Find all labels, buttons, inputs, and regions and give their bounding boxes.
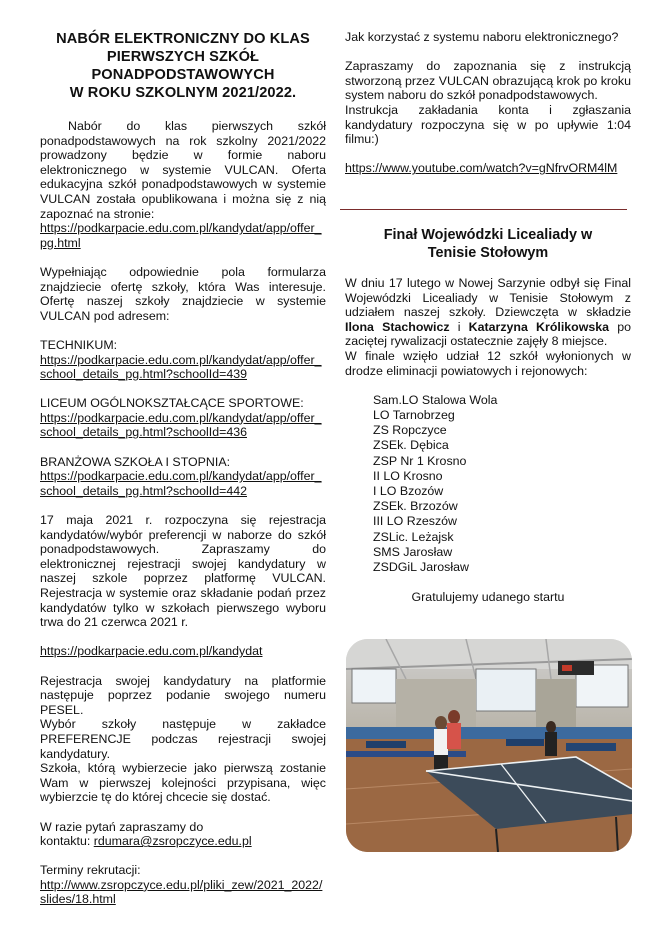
school-link-liceum[interactable]: https://podkarpacie.edu.com.pl/kandydat/app/offer_ school_details_pg.html?schoolId=436 — [40, 410, 322, 440]
title-line-1: NABÓR ELEKTRONICZNY DO KLAS — [56, 31, 310, 47]
how-to-heading: Jak korzystać z systemu naboru elektronicznego? — [345, 30, 619, 44]
congrats-text: Gratulujemy udanego startu — [411, 589, 565, 604]
instruction-paragraph: Zapraszamy do zapoznania się z instrukcją stworzoną przez VULCAN obrazującą krok po kroku system naboru do szkół ponadpodstawowych. — [345, 59, 631, 103]
list-item: ZS Ropczyce — [373, 423, 447, 438]
title-line-4: W ROKU SZKOLNYM 2021/2022. — [69, 85, 297, 101]
recruitment-title — [40, 30, 326, 102]
list-item: ZSEk. Dębica — [373, 438, 449, 453]
registration-paragraph: 17 maja 2021 r. rozpoczyna się rejestracja kandydatów/wybór preferencji w naborze do szkół ponadpodstawowych. Zapraszamy do elektronicznej rejestracji swojej kandydatury w naszej szkole poprzez platformę VULCAN. Rejestracja w systemie oraz składanie podań przez kandydatów tylko w szkołach pierwszego wyboru trwa do 21 czerwca 2021 r. — [40, 513, 326, 630]
preferencje-paragraph: Wybór szkoły następuje w zakładce PREFERENCJE podczas rejestracji swojej kandydatury. — [40, 717, 326, 761]
pesel-paragraph: Rejestracja swojej kandydatury na platformie następuje poprzez podanie swojego numeru PESEL. — [40, 673, 326, 717]
player-1: Ilona Stachowicz — [345, 319, 450, 334]
list-item: ZSP Nr 1 Krosno — [373, 453, 467, 468]
terms-link[interactable]: http://www.zsropczyce.edu.pl/pliki_zew/2021_2022/ slides/18.html — [40, 877, 323, 907]
list-item: Sam.LO Stalowa Wola — [373, 392, 498, 407]
title-line-3: PONADPODSTAWOWYCH — [91, 67, 275, 83]
player-2: Katarzyna Królikowska — [468, 319, 610, 334]
offer-link[interactable]: https://podkarpacie.edu.com.pl/kandydat/app/offer_ pg.html — [40, 221, 322, 250]
contact-email-line: kontaktu: rdumara@zsropczyce.edu.pl — [40, 834, 252, 849]
list-item: III LO Rzeszów — [373, 514, 458, 529]
final-title: Finał Wojewódzki Licealiady w Tenisie Stołowym — [383, 226, 593, 261]
contact-email-link[interactable]: rdumara@zsropczyce.edu.pl — [93, 834, 252, 849]
title-line-2: PIERWSZYCH SZKÓŁ — [106, 49, 260, 65]
teams-list — [345, 393, 631, 575]
school-link-technikum[interactable]: https://podkarpacie.edu.com.pl/kandydat/app/offer_ school_details_pg.html?schoolId=439 — [40, 352, 322, 382]
choose-paragraph: Wypełniając odpowiednie pola formularza znajdziecie ofertę szkoły, która Was interesuje. Ofertę naszej szkoły znajdziecie w systemie VULCAN pod adresem: — [40, 264, 326, 323]
kandydat-link[interactable]: https://podkarpacie.edu.com.pl/kandydat — [40, 644, 263, 659]
intro-paragraph: Nabór do klas pierwszych szkół ponadpodstawowych na rok szkolny 2021/2022 prowadzony będzie w formie naboru elektronicznego w systemie VULCAN. Oferta edukacyjna szkół ponadpodstawowych w systemie VULCAN została opublikowana i można się z nią zapoznać na stronie: — [40, 119, 326, 221]
youtube-link[interactable]: https://www.youtube.com/watch?v=gNfrvORM4lM — [345, 161, 618, 176]
list-item: II LO Krosno — [373, 468, 443, 483]
list-item: ZSDGiL Jarosław — [373, 559, 469, 574]
order-paragraph: Szkoła, którą wybierzecie jako pierwszą zostanie Wam w pierwszej kolejności przypisana, więc wybierzcie tę do której chcecie się dostać. — [40, 761, 326, 805]
list-item: I LO Bzozów — [373, 483, 444, 498]
list-item: LO Tarnobrzeg — [373, 407, 455, 422]
school-link-branzowa[interactable]: https://podkarpacie.edu.com.pl/kandydat/app/offer_ school_details_pg.html?schoolId=442 — [40, 469, 322, 498]
terms-label: Terminy rekrutacji: — [40, 863, 141, 878]
section-divider — [340, 209, 627, 210]
table-tennis-photo — [346, 639, 632, 852]
school-label-branzowa: BRANŻOWA SZKOŁA I STOPNIA: — [40, 454, 231, 469]
photo-illustration — [346, 639, 632, 852]
list-item: ZSEk. Brzozów — [373, 499, 458, 514]
right-column — [345, 0, 631, 604]
school-label-technikum: TECHNIKUM: — [40, 337, 118, 352]
school-label-liceum: LICEUM OGÓLNOKSZTAŁCĄCE SPORTOWE: — [40, 396, 304, 411]
list-item: SMS Jarosław — [373, 544, 453, 559]
left-column — [40, 0, 326, 907]
final-paragraph-2: W finale wzięło udział 12 szkół wyłonionych w drodze eliminacji powiatowych i rejonowych: — [345, 348, 631, 378]
instruction-paragraph-2: Instrukcja zakładania konta i zgłaszania kandydatury rozpoczyna się w po upływie 1:04 filmu:) — [345, 102, 631, 147]
contact-line: W razie pytań zapraszamy do — [40, 819, 204, 834]
list-item: ZSLic. Leżajsk — [373, 529, 454, 544]
final-paragraph: W dniu 17 lutego w Nowej Sarzynie odbył się Final Wojewódzki Licealiady w Tenisie Stołowym z udziałem naszej szkoły. Dziewczęta w składzie Ilona Stachowicz i Katarzyna Królikowska po zaciętej rywalizacji ostatecznie zajęły 8 miejsce. — [345, 275, 631, 349]
